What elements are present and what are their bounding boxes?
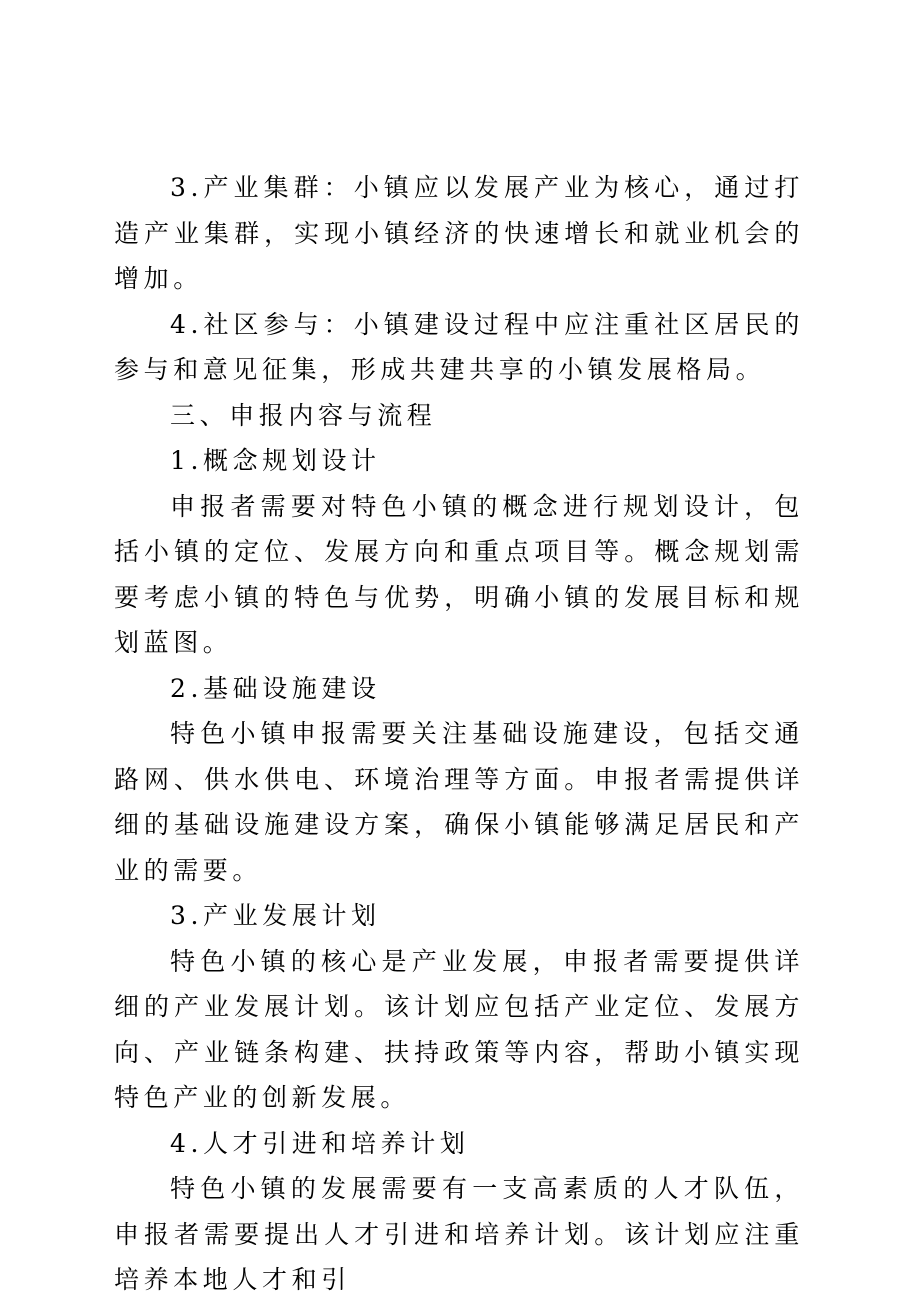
paragraph-industry-cluster: 3.产业集群：小镇应以发展产业为核心，通过打造产业集群，实现小镇经济的快速增长和就业机会的增加。	[114, 173, 804, 293]
item-title-concept-planning: 1.概念规划设计	[170, 446, 381, 475]
item-title-industry-plan: 3.产业发展计划	[170, 901, 381, 930]
document-body	[114, 165, 804, 1303]
item-body-infrastructure: 特色小镇申报需要关注基础设施建设，包括交通路网、供水供电、环境治理等方面。申报者需提供详细的基础设施建设方案，确保小镇能够满足居民和产业的需要。	[114, 719, 804, 885]
item-body-talent-plan: 特色小镇的发展需要有一支高素质的人才队伍，申报者需要提出人才引进和培养计划。该计划应注重培养本地人才和引	[114, 1174, 804, 1294]
item-body-industry-plan: 特色小镇的核心是产业发展，申报者需要提供详细的产业发展计划。该计划应包括产业定位、发展方向、产业链条构建、扶持政策等内容，帮助小镇实现特色产业的创新发展。	[114, 946, 804, 1112]
section-heading: 三、申报内容与流程	[170, 400, 437, 430]
item-body-concept-planning: 申报者需要对特色小镇的概念进行规划设计，包括小镇的定位、发展方向和重点项目等。概念规划需要考虑小镇的特色与优势，明确小镇的发展目标和规划蓝图。	[114, 491, 804, 657]
item-title-infrastructure: 2.基础设施建设	[170, 673, 381, 703]
item-title-talent-plan: 4.人才引进和培养计划	[170, 1128, 470, 1158]
paragraph-community-participation: 4.社区参与：小镇建设过程中应注重社区居民的参与和意见征集，形成共建共享的小镇发展格局。	[114, 309, 804, 384]
